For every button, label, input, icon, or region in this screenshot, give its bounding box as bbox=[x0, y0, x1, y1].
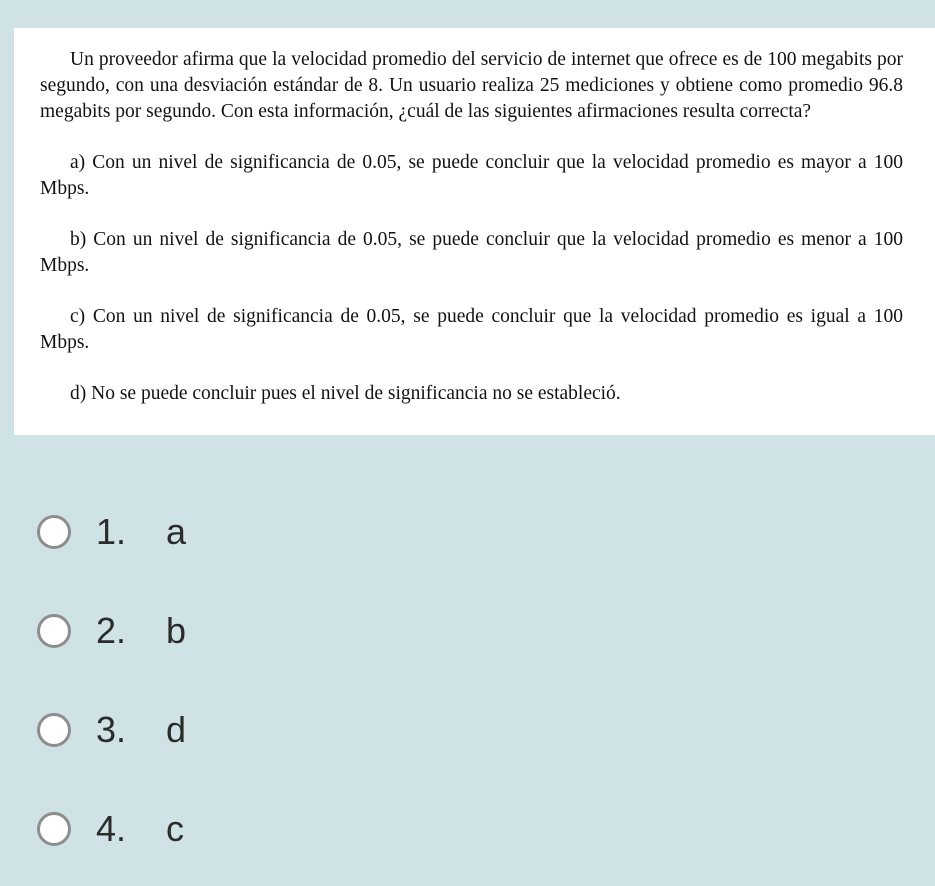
option-row-3[interactable] bbox=[37, 709, 935, 751]
option-number: 1. bbox=[96, 511, 127, 552]
option-number: 2. bbox=[96, 610, 127, 651]
question-text: Un proveedor afirma que la velocidad promedio del servicio de internet que ofrece es de 100 megabits por segundo, con una desviación estándar de 8. Un usuario realiza 25 mediciones y obtiene como promedio 96.8 megabits por segundo. Con esta información, ¿cuál de las siguientes afirmaciones resulta correcta? bbox=[40, 49, 903, 122]
radio-button-1[interactable] bbox=[37, 515, 71, 549]
option-row-4[interactable] bbox=[37, 808, 935, 850]
option-row-2[interactable] bbox=[37, 610, 935, 652]
radio-button-4[interactable] bbox=[37, 812, 71, 846]
option-letter: c bbox=[166, 808, 184, 849]
radio-button-3[interactable] bbox=[37, 713, 71, 747]
radio-button-2[interactable] bbox=[37, 614, 71, 648]
option-letter: a bbox=[166, 511, 187, 552]
option-number: 3. bbox=[96, 709, 127, 750]
answer-choice-d: d) No se puede concluir pues el nivel de significancia no se estableció. bbox=[70, 383, 621, 404]
answer-choice-b: b) Con un nivel de significancia de 0.05, se puede concluir que la velocidad promedio es menor a 100 Mbps. bbox=[40, 229, 903, 276]
answer-choice-c: c) Con un nivel de significancia de 0.05, se puede concluir que la velocidad promedio es igual a 100 Mbps. bbox=[40, 306, 903, 353]
option-row-1[interactable] bbox=[37, 511, 935, 553]
option-letter: d bbox=[166, 709, 187, 750]
answer-choice-a: a) Con un nivel de significancia de 0.05, se puede concluir que la velocidad promedio es mayor a 100 Mbps. bbox=[40, 152, 903, 199]
option-letter: b bbox=[166, 610, 187, 651]
option-number: 4. bbox=[96, 808, 127, 849]
question-card bbox=[14, 28, 935, 435]
options-list bbox=[37, 511, 935, 850]
